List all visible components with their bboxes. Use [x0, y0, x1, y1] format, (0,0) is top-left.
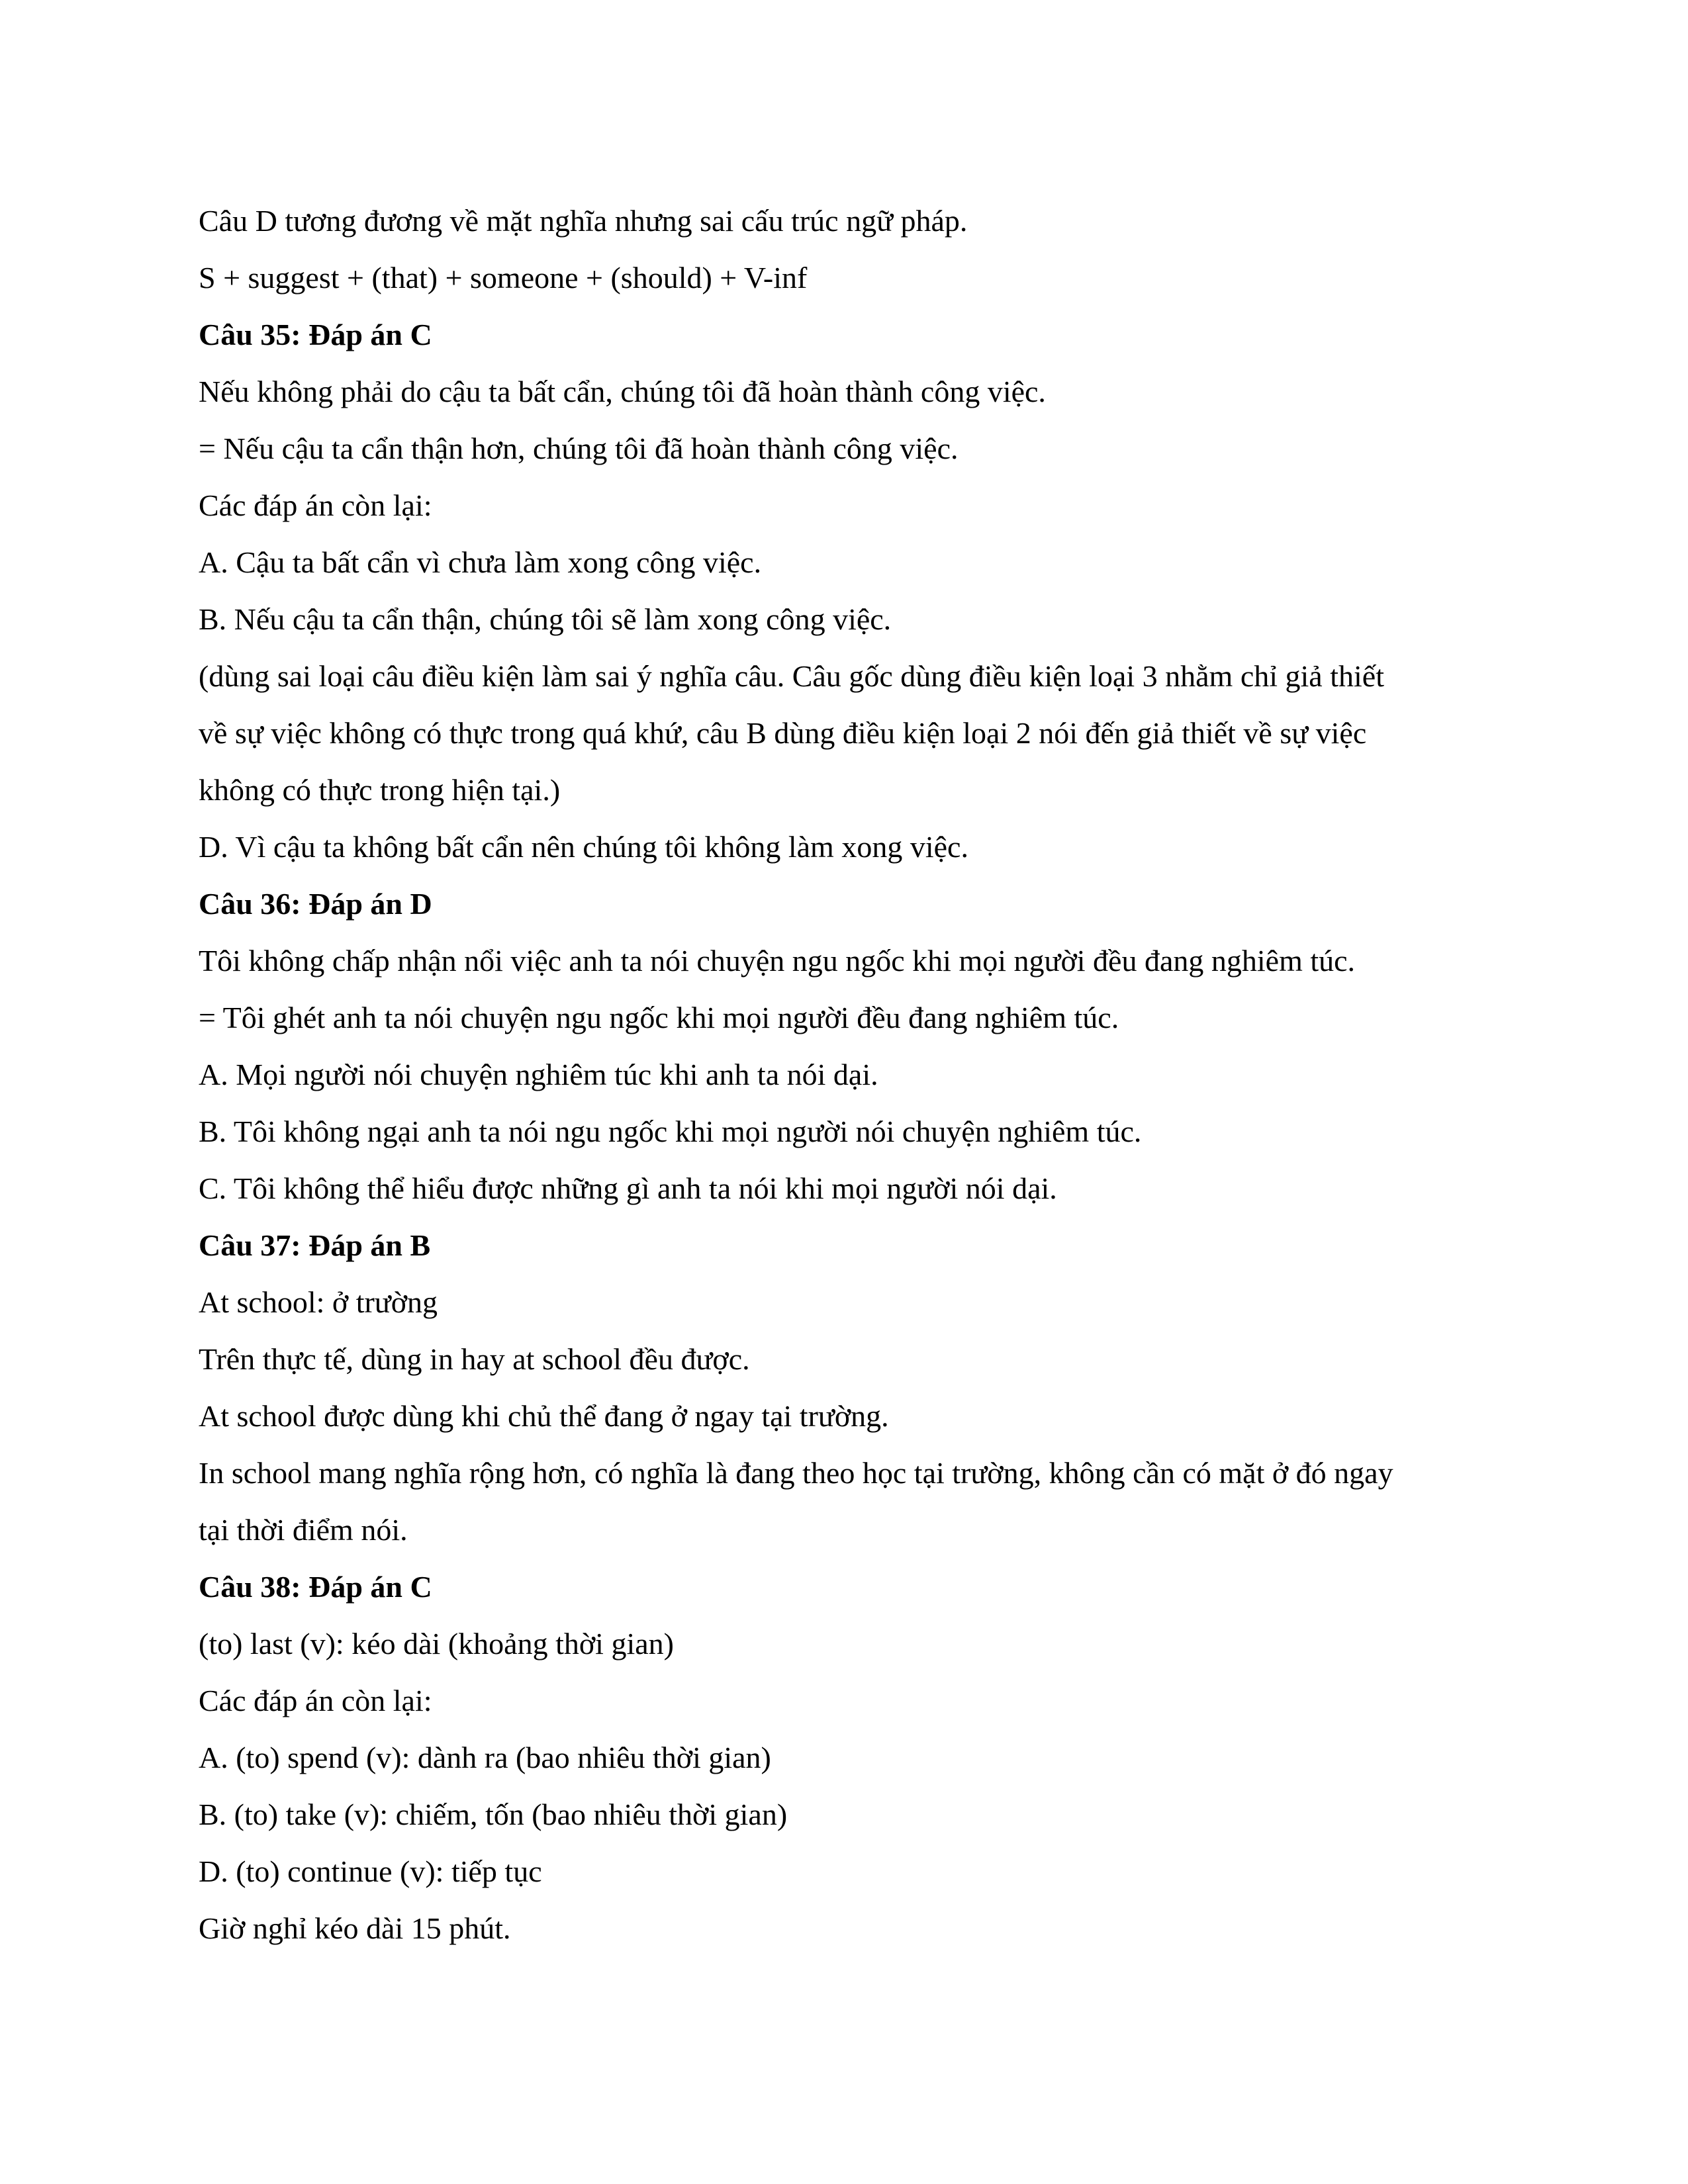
text-line: về sự việc không có thực trong quá khứ, câu B dùng điều kiện loại 2 nói đến giả thiết về sự việc	[199, 716, 1367, 750]
text-line: Giờ nghỉ kéo dài 15 phút.	[199, 1911, 511, 1945]
text-line: C. Tôi không thể hiểu được những gì anh ta nói khi mọi người nói dại.	[199, 1171, 1057, 1205]
document-body	[199, 193, 1496, 1957]
text-line: Trên thực tế, dùng in hay at school đều được.	[199, 1342, 750, 1376]
text-line: At school được dùng khi chủ thể đang ở ngay tại trường.	[199, 1399, 889, 1433]
text-line: A. (to) spend (v): dành ra (bao nhiêu thời gian)	[199, 1741, 771, 1774]
text-line: A. Mọi người nói chuyện nghiêm túc khi anh ta nói dại.	[199, 1058, 878, 1091]
text-line: Nếu không phải do cậu ta bất cẩn, chúng tôi đã hoàn thành công việc.	[199, 375, 1046, 408]
text-line: Các đáp án còn lại:	[199, 1684, 432, 1717]
text-line: B. (to) take (v): chiếm, tốn (bao nhiêu thời gian)	[199, 1797, 788, 1831]
text-line: In school mang nghĩa rộng hơn, có nghĩa là đang theo học tại trường, không cần có mặt ở đó ngay	[199, 1456, 1393, 1490]
text-line: Câu D tương đương về mặt nghĩa nhưng sai cấu trúc ngữ pháp.	[199, 204, 968, 238]
text-line: Tôi không chấp nhận nổi việc anh ta nói chuyện ngu ngốc khi mọi người đều đang nghiêm túc.	[199, 944, 1356, 978]
text-line: tại thời điểm nói.	[199, 1513, 408, 1547]
text-line: D. (to) continue (v): tiếp tục	[199, 1854, 542, 1888]
question-heading: Câu 37: Đáp án B	[199, 1228, 431, 1262]
text-line: = Nếu cậu ta cẩn thận hơn, chúng tôi đã hoàn thành công việc.	[199, 432, 959, 465]
text-line: (to) last (v): kéo dài (khoảng thời gian)	[199, 1627, 674, 1661]
text-line: D. Vì cậu ta không bất cẩn nên chúng tôi không làm xong việc.	[199, 830, 968, 864]
text-line: (dùng sai loại câu điều kiện làm sai ý nghĩa câu. Câu gốc dùng điều kiện loại 3 nhằm chỉ giả thiết	[199, 659, 1384, 693]
question-heading: Câu 38: Đáp án C	[199, 1570, 432, 1604]
text-line: B. Nếu cậu ta cẩn thận, chúng tôi sẽ làm xong công việc.	[199, 602, 892, 636]
text-line: B. Tôi không ngại anh ta nói ngu ngốc khi mọi người nói chuyện nghiêm túc.	[199, 1115, 1142, 1148]
text-line: không có thực trong hiện tại.)	[199, 773, 561, 807]
text-line: Các đáp án còn lại:	[199, 488, 432, 522]
text-line: = Tôi ghét anh ta nói chuyện ngu ngốc khi mọi người đều đang nghiêm túc.	[199, 1001, 1119, 1034]
question-heading: Câu 36: Đáp án D	[199, 887, 432, 921]
text-line: A. Cậu ta bất cẩn vì chưa làm xong công việc.	[199, 545, 762, 579]
text-line: S + suggest + (that) + someone + (should) + V-inf	[199, 261, 808, 295]
text-line: At school: ở trường	[199, 1285, 438, 1319]
question-heading: Câu 35: Đáp án C	[199, 318, 432, 351]
